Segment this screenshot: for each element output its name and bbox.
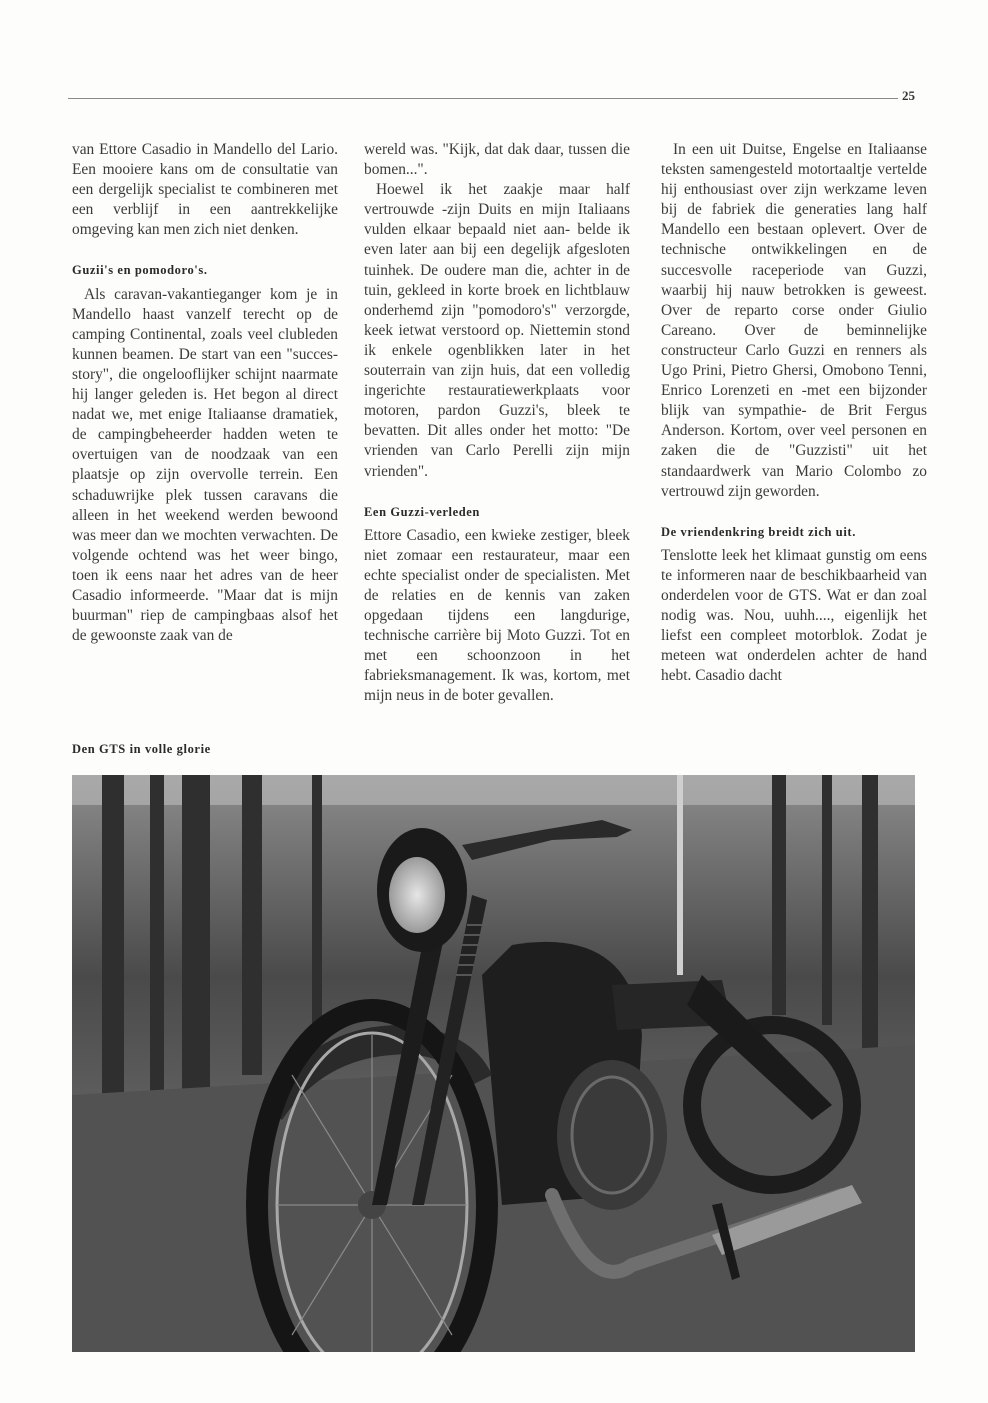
paragraph: van Ettore Casadio in Mandello del Lario. Een mooiere kans om de consultatie van een dergelijk specialist te combineren met een verblijf in een aantrekkelijke omgeving kan men zich niet denken.	[72, 141, 338, 239]
photo-illustration	[72, 775, 915, 1352]
article-column-2	[364, 140, 630, 707]
paragraph: Hoewel ik het zaakje maar half vertrouwde -zijn Duits en mijn Italiaans vulden elkaar bepaald niet aan- belde ik even later aan bij een degelijk afgesloten tuinhek. De oudere man die, achter in de tuin, gekleed in korte broek en lichtblauw onderhemd zijn "pomodoro's" verzorgde, keek ietwat verstoord op. Niettemin stond ik enkele ogenblikken later in het souterrain van zijn huis, dat een volledig ingerichte restauratiewerkplaats voor motoren, pardon Guzzi's, bleek te bevatten. Dit alles onder het motto: "De vrienden van Carlo Perelli zijn mijn vrienden".	[364, 181, 630, 480]
section-heading: Een Guzzi-verleden	[364, 504, 480, 519]
photo-caption: Den GTS in volle glorie	[72, 742, 211, 756]
header-rule	[68, 98, 898, 99]
headlamp-lens	[389, 857, 445, 933]
article-column-3	[661, 140, 927, 686]
paragraph: Ettore Casadio, een kwieke zestiger, bleek niet zomaar een restaurateur, maar een echte specialist onder de specialisten. Met de relaties en de kennis van zaken opgedaan tijdens een langdurige, technische carrière bij Moto Guzzi. Tot en met een schoonzoon in het fabrieksmanagement. Ik was, kortom, met mijn neus in de boter gevallen.	[364, 526, 630, 705]
section-heading: De vriendenkring breidt zich uit.	[661, 524, 856, 539]
motorcycle-photo	[72, 775, 915, 1352]
paragraph: Als caravan-vakantieganger kom je in Mandello haast vanzelf terecht op de camping Continental, zoals veel clubleden kunnen beamen. De start van een "succes-story", die ongelooflijker schijnt naarmate hij langer geleden is. Het begon al direct nadat we, met enige Italiaanse dramatiek, de campingbeheerder hadden weten te overtuigen van de noodzaak van een plaatsje op zijn overvolle terrein. Een schaduwrijke plek tussen caravans die alleen in het weekend werden bewoond was meer dan we mochten verwachten. De volgende ochtend was het weer bingo, toen ik eens naar het adres van de heer Casadio informeerde. "Maar dat is mijn buurman" riep de campingbaas alsof het de gewoonste zaak van de	[72, 285, 338, 645]
paragraph: Tenslotte leek het klimaat gunstig om eens te informeren naar de beschikbaarheid van onderdelen voor de GTS. Wat er dan zoal nodig was. Nou, uuhh...., eigenlijk het liefst een compleet motorblok. Zodat je meteen wat onderdelen achter de hand hebt. Casadio dacht	[661, 546, 927, 685]
article-column-1	[72, 140, 338, 646]
paragraph: wereld was. "Kijk, dat dak daar, tussen die bomen...".	[364, 141, 630, 179]
page-number: 25	[902, 88, 915, 103]
section-heading: Guzii's en pomodoro's.	[72, 263, 208, 278]
paragraph: In een uit Duitse, Engelse en Italiaanse teksten samengesteld motortaaltje vertelde hij enthousiast over zijn werkzame leven bij de fabriek die generaties lang half Mandello een bestaan oplevert. Over de technische ontwikkelingen en de succesvolle raceperiode van Guzzi, waarbij hij nauw betrokken is geweest. Over de reparto corse onder Giulio Careano. Over de beminnelijke constructeur Carlo Guzzi en renners als Ugo Prini, Pietro Ghersi, Omobono Tenni, Enrico Lorenzeti en -met een bijzonder blijk van sympathie- de Brit Fergus Anderson. Kortom, over veel personen en zaken die de "Guzzisti" uit het standaardwerk van Mario Colombo zo vertrouwd zijn geworden.	[661, 141, 927, 500]
birch-trunk	[677, 775, 683, 975]
